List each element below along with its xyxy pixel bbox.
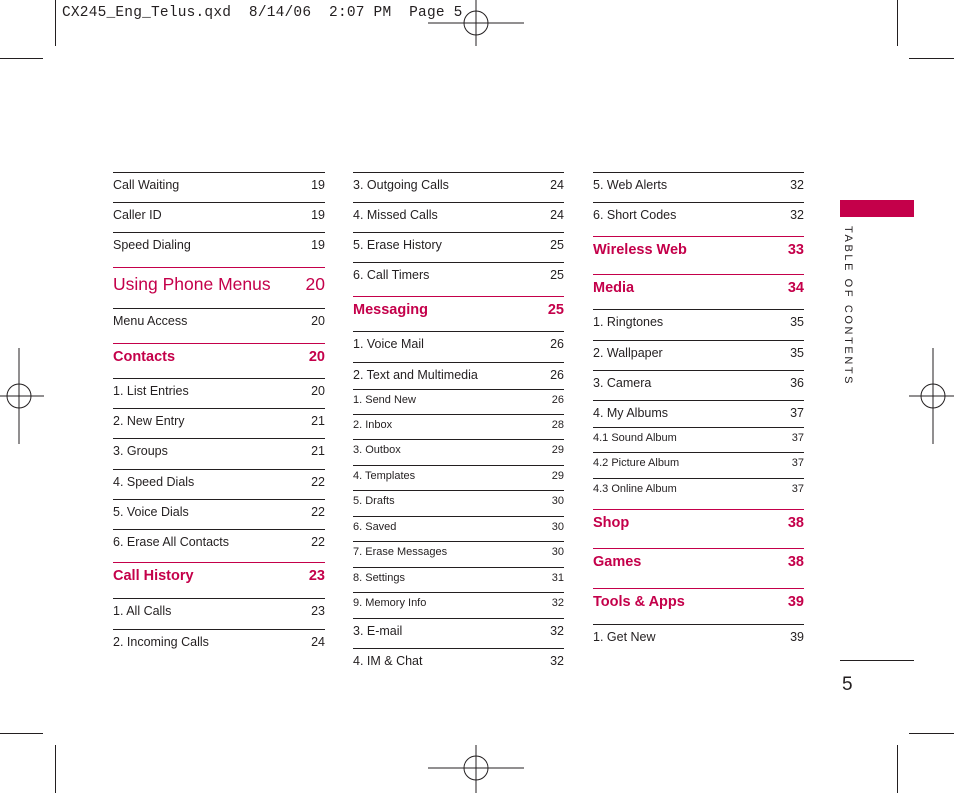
toc-heading-page: 33 (787, 242, 804, 258)
crop-mark-top-left-v (55, 0, 56, 46)
toc-item[interactable] (353, 618, 564, 648)
toc-subitem-page: 28 (551, 419, 564, 431)
toc-item-label: 4. Missed Calls (353, 208, 438, 222)
toc-subitem[interactable] (353, 567, 564, 592)
toc-item-page: 36 (790, 376, 804, 390)
toc-subitem-label: 2. Inbox (353, 419, 393, 431)
toc-heading-label: Using Phone Menus (113, 274, 271, 294)
toc-item-page: 26 (550, 368, 564, 382)
toc-heading-page: 20 (308, 349, 325, 365)
toc-item[interactable] (593, 340, 804, 370)
toc-item-page: 20 (311, 384, 325, 398)
toc-item-label: 6. Erase All Contacts (113, 535, 230, 549)
toc-item-page: 25 (550, 238, 564, 252)
registration-mark-right-icon (909, 348, 954, 444)
toc-item[interactable] (593, 400, 804, 427)
toc-subitem-page: 26 (551, 394, 564, 406)
toc-item-label: 1. All Calls (113, 604, 172, 618)
toc-item[interactable] (113, 629, 325, 659)
toc-subitem-page: 30 (551, 521, 564, 533)
toc-heading-page: 38 (787, 554, 804, 570)
toc-item-label: 1. Voice Mail (353, 337, 424, 351)
toc-subitem-page: 37 (791, 457, 804, 469)
toc-item[interactable] (113, 529, 325, 562)
toc-subitem-label: 7. Erase Messages (353, 546, 448, 558)
toc-item-page: 21 (311, 414, 325, 428)
toc-subitem[interactable] (593, 452, 804, 478)
registration-mark-left-icon (0, 348, 44, 444)
toc-item-label: 3. Camera (593, 376, 652, 390)
toc-item-label: 2. Text and Multimedia (353, 368, 478, 382)
toc-subitem-page: 31 (551, 572, 564, 584)
toc-item[interactable] (593, 202, 804, 236)
toc-item-page: 32 (790, 208, 804, 222)
toc-heading[interactable] (593, 274, 804, 309)
toc-item[interactable] (113, 598, 325, 629)
toc-item-page: 19 (311, 178, 325, 192)
toc-subitem-page: 30 (551, 495, 564, 507)
toc-item[interactable] (593, 624, 804, 654)
toc-heading-label: Contacts (113, 349, 176, 365)
toc-item-page: 32 (550, 624, 564, 638)
toc-item-page: 37 (790, 406, 804, 420)
registration-mark-bottom-icon (428, 745, 524, 793)
toc-subitem-page: 29 (551, 470, 564, 482)
toc-heading[interactable] (593, 509, 804, 548)
toc-item-page: 19 (311, 238, 325, 252)
toc-heading[interactable] (593, 236, 804, 274)
toc-item-page: 22 (311, 535, 325, 549)
toc-heading-page: 39 (787, 594, 804, 610)
toc-heading[interactable] (593, 548, 804, 588)
toc-subitem-label: 4.1 Sound Album (593, 432, 677, 444)
toc-item-page: 22 (311, 475, 325, 489)
toc-item-label: 3. E-mail (353, 624, 403, 638)
toc-subitem-page: 30 (551, 546, 564, 558)
toc-subitem[interactable] (353, 516, 564, 541)
registration-mark-top-icon (428, 0, 524, 46)
toc-item[interactable] (353, 172, 564, 202)
toc-subitem-label: 1. Send New (353, 394, 416, 406)
crop-mark-top-right-h (909, 58, 954, 59)
toc-heading-page: 23 (308, 568, 325, 584)
toc-subitem[interactable] (353, 389, 564, 414)
toc-item[interactable] (593, 309, 804, 340)
toc-subitem-label: 3. Outbox (353, 444, 401, 456)
toc-item-label: Caller ID (113, 208, 162, 222)
crop-mark-top-left-h (0, 58, 43, 59)
toc-item-label: Call Waiting (113, 178, 180, 192)
toc-item-label: 1. Get New (593, 630, 656, 644)
toc-heading-label: Shop (593, 515, 630, 531)
toc-heading-label: Messaging (353, 302, 428, 318)
toc-item-page: 23 (311, 604, 325, 618)
toc-item[interactable] (113, 202, 325, 232)
toc-item-label: 2. Wallpaper (593, 346, 663, 360)
toc-item-label: Menu Access (113, 314, 188, 328)
toc-heading-page: 38 (787, 515, 804, 531)
toc-heading[interactable] (113, 562, 325, 598)
toc-subitem-page: 32 (551, 597, 564, 609)
toc-item-page: 21 (311, 444, 325, 458)
toc-item-page: 32 (790, 178, 804, 192)
toc-item-label: 6. Call Timers (353, 268, 430, 282)
toc-item-page: 19 (311, 208, 325, 222)
toc-item-page: 39 (790, 630, 804, 644)
crop-mark-bottom-right-h (909, 733, 954, 734)
toc-item-page: 35 (790, 346, 804, 360)
toc-heading-label: Wireless Web (593, 242, 687, 258)
toc-subitem-label: 9. Memory Info (353, 597, 427, 609)
toc-heading-page: 34 (787, 280, 804, 296)
toc-item-page: 24 (550, 208, 564, 222)
toc-item[interactable] (353, 232, 564, 262)
page-number-rule (840, 660, 914, 661)
toc-item-label: 4. Speed Dials (113, 475, 195, 489)
toc-heading[interactable] (593, 588, 804, 624)
toc-subitem-page: 29 (551, 444, 564, 456)
toc-heading-page: 25 (547, 302, 564, 318)
toc-item-page: 25 (550, 268, 564, 282)
toc-column-3 (593, 172, 804, 654)
toc-subitem[interactable] (353, 490, 564, 516)
toc-item[interactable] (593, 172, 804, 202)
toc-subitem[interactable] (353, 541, 564, 567)
toc-item[interactable] (353, 648, 564, 678)
toc-subitem-page: 37 (791, 432, 804, 444)
toc-heading-label: Call History (113, 568, 194, 584)
toc-item-page: 32 (550, 654, 564, 668)
toc-item[interactable] (113, 438, 325, 469)
toc-item-label: 2. Incoming Calls (113, 635, 209, 649)
toc-item-label: 3. Groups (113, 444, 168, 458)
toc-item-page: 24 (550, 178, 564, 192)
toc-heading-page: 20 (305, 274, 325, 294)
toc-item-label: 4. IM & Chat (353, 654, 423, 668)
toc-item-label: 5. Web Alerts (593, 178, 668, 192)
toc-item-page: 35 (790, 315, 804, 329)
toc-heading-label: Media (593, 280, 635, 296)
toc-item-page: 24 (311, 635, 325, 649)
toc-subitem[interactable] (353, 414, 564, 439)
toc-column-1 (113, 172, 325, 659)
toc-item[interactable] (353, 202, 564, 232)
toc-column-2 (353, 172, 564, 678)
toc-item[interactable] (113, 232, 325, 267)
toc-item-label: 3. Outgoing Calls (353, 178, 449, 192)
toc-heading[interactable] (113, 343, 325, 378)
toc-item[interactable] (353, 331, 564, 362)
section-tab-label: TABLE OF CONTENTS (842, 226, 854, 387)
toc-heading-label: Tools & Apps (593, 594, 685, 610)
toc-subitem[interactable] (353, 592, 564, 618)
toc-item-label: 2. New Entry (113, 414, 185, 428)
toc-item-page: 20 (311, 314, 325, 328)
toc-subitem[interactable] (353, 465, 564, 490)
crop-mark-bottom-left-v (55, 745, 56, 793)
crop-mark-top-right-v (897, 0, 898, 46)
toc-item-label: 5. Erase History (353, 238, 442, 252)
toc-item-label: 4. My Albums (593, 406, 669, 420)
toc-heading[interactable] (353, 296, 564, 331)
toc-item[interactable] (593, 370, 804, 400)
toc-item-label: 1. Ringtones (593, 315, 664, 329)
toc-subitem[interactable] (593, 427, 804, 452)
print-slug: CX245_Eng_Telus.qxd 8/14/06 2:07 PM Page 5 (62, 5, 463, 21)
toc-subitem-label: 8. Settings (353, 572, 405, 584)
toc-item-page: 26 (550, 337, 564, 351)
toc-subitem-label: 4.3 Online Album (593, 483, 677, 495)
toc-subitem-label: 5. Drafts (353, 495, 395, 507)
section-tab-bar (840, 200, 914, 217)
toc-item[interactable] (353, 362, 564, 389)
toc-item-label: 5. Voice Dials (113, 505, 189, 519)
toc-item[interactable] (113, 469, 325, 499)
toc-heading[interactable] (113, 267, 325, 308)
toc-subitem[interactable] (593, 478, 804, 509)
toc-item[interactable] (113, 308, 325, 343)
toc-item[interactable] (113, 499, 325, 529)
toc-item-label: 6. Short Codes (593, 208, 677, 222)
crop-mark-bottom-left-h (0, 733, 43, 734)
crop-mark-bottom-right-v (897, 745, 898, 793)
toc-item-page: 22 (311, 505, 325, 519)
toc-item[interactable] (113, 408, 325, 438)
toc-item[interactable] (353, 262, 564, 296)
toc-item-label: Speed Dialing (113, 238, 191, 252)
toc-item[interactable] (113, 172, 325, 202)
toc-subitem-page: 37 (791, 483, 804, 495)
page-number: 5 (842, 674, 853, 695)
toc-subitem-label: 6. Saved (353, 521, 397, 533)
toc-subitem[interactable] (353, 439, 564, 465)
toc-item-label: 1. List Entries (113, 384, 189, 398)
toc-item[interactable] (113, 378, 325, 408)
toc-heading-label: Games (593, 554, 642, 570)
toc-subitem-label: 4. Templates (353, 470, 416, 482)
toc-subitem-label: 4.2 Picture Album (593, 457, 680, 469)
